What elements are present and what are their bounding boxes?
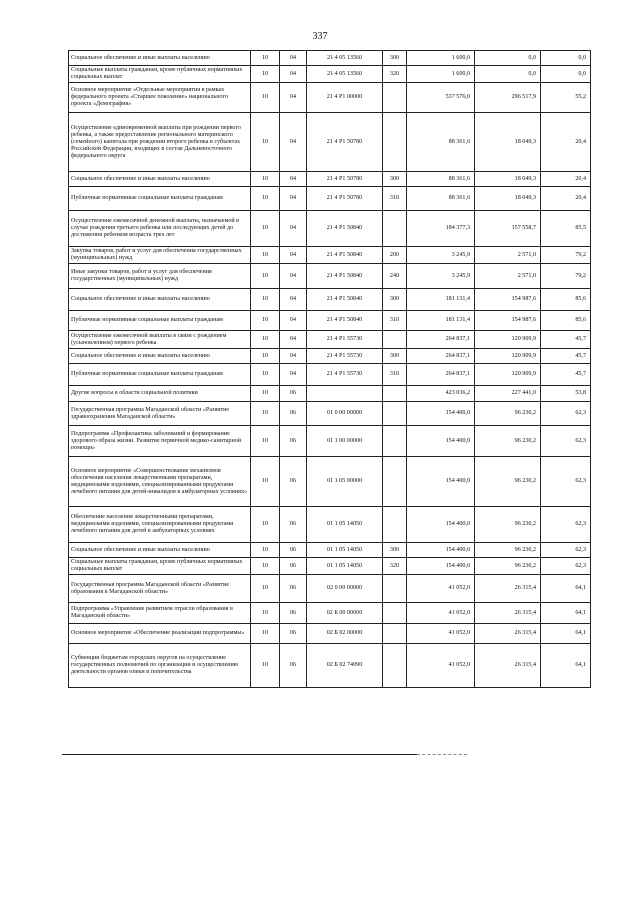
row-target-code: 21 4 P1 55730 (307, 331, 383, 349)
row-name: Социальное обеспечение и иные выплаты населению (69, 172, 251, 187)
row-section: 10 (251, 83, 280, 113)
table-row (69, 172, 591, 187)
row-plan-amount: 154 400,0 (407, 558, 475, 575)
row-plan-amount: 41 052,0 (407, 575, 475, 603)
row-subsection: 06 (280, 457, 307, 507)
row-actual-amount: 0,0 (475, 51, 541, 66)
row-subsection: 04 (280, 331, 307, 349)
row-expense-type (383, 426, 407, 457)
row-section: 10 (251, 386, 280, 402)
row-target-code: 01 0 00 00000 (307, 402, 383, 426)
row-plan-amount: 88 361,6 (407, 172, 475, 187)
row-section: 10 (251, 113, 280, 172)
row-section: 10 (251, 187, 280, 211)
row-section: 10 (251, 51, 280, 66)
row-actual-amount: 26 315,4 (475, 644, 541, 688)
row-name: Другие вопросы в области социальной политики (69, 386, 251, 402)
row-percent: 85,5 (541, 211, 591, 247)
row-name: Основное мероприятие «Отдельные мероприятия в рамках федерального проекта «Старшее поколение» национального проекта «Демография» (69, 83, 251, 113)
row-expense-type: 200 (383, 247, 407, 264)
row-plan-amount: 181 131,4 (407, 289, 475, 311)
table-row (69, 426, 591, 457)
row-actual-amount: 2 571,0 (475, 247, 541, 264)
row-plan-amount: 154 400,0 (407, 426, 475, 457)
row-expense-type: 300 (383, 349, 407, 364)
row-name: Государственная программа Магаданской области «Развитие здравоохранения Магаданской области» (69, 402, 251, 426)
row-plan-amount: 3 245,9 (407, 247, 475, 264)
row-subsection: 06 (280, 644, 307, 688)
table-row (69, 364, 591, 386)
row-actual-amount: 120 909,9 (475, 349, 541, 364)
row-percent: 79,2 (541, 264, 591, 289)
row-name: Основное мероприятие «Обеспечение реализации подпрограммы» (69, 624, 251, 644)
row-plan-amount: 154 400,0 (407, 457, 475, 507)
row-target-code (307, 386, 383, 402)
row-percent: 45,7 (541, 349, 591, 364)
row-section: 10 (251, 624, 280, 644)
row-expense-type (383, 386, 407, 402)
footer-rule (62, 754, 417, 755)
row-section: 10 (251, 457, 280, 507)
footer-rule-faint (417, 754, 467, 755)
row-section: 10 (251, 402, 280, 426)
row-expense-type (383, 507, 407, 543)
row-percent: 62,3 (541, 426, 591, 457)
row-target-code: 21 4 05 13560 (307, 66, 383, 83)
page-number: 337 (312, 31, 328, 42)
row-plan-amount: 41 052,0 (407, 644, 475, 688)
table-row (69, 247, 591, 264)
row-expense-type (383, 331, 407, 349)
row-subsection: 04 (280, 349, 307, 364)
row-subsection: 06 (280, 426, 307, 457)
row-target-code: 21 4 P1 50840 (307, 247, 383, 264)
row-section: 10 (251, 311, 280, 331)
row-section: 10 (251, 543, 280, 558)
row-actual-amount: 2 571,0 (475, 264, 541, 289)
row-name: Осуществление единовременной выплаты при рождении первого ребенка, а также предоставление регионального материнского (семейного) капитала при рождении второго ребенка в субъектах Российской Федерации, входящих в состав Дальневосточного федерального округа (69, 113, 251, 172)
row-percent: 62,3 (541, 457, 591, 507)
row-plan-amount: 423 036,2 (407, 386, 475, 402)
row-expense-type (383, 113, 407, 172)
row-actual-amount: 96 230,2 (475, 457, 541, 507)
row-target-code: 21 4 P1 00000 (307, 83, 383, 113)
row-actual-amount: 227 441,0 (475, 386, 541, 402)
row-subsection: 06 (280, 624, 307, 644)
row-target-code: 21 4 P1 50780 (307, 113, 383, 172)
row-target-code: 01 1 05 14050 (307, 558, 383, 575)
table-row (69, 187, 591, 211)
row-expense-type: 300 (383, 543, 407, 558)
row-expense-type: 300 (383, 172, 407, 187)
row-name: Субвенции бюджетам городских округов на осуществление государственных полномочий по организации и осуществлению деятельности органов опеки и попечительства (69, 644, 251, 688)
row-expense-type: 240 (383, 264, 407, 289)
row-name: Публичные нормативные социальные выплаты гражданам (69, 311, 251, 331)
row-subsection: 04 (280, 51, 307, 66)
row-subsection: 04 (280, 83, 307, 113)
table-row (69, 51, 591, 66)
row-name: Социальное обеспечение и иные выплаты населению (69, 51, 251, 66)
row-name: Основное мероприятие «Совершенствование механизмов обеспечения населения лекарственными препаратами, медицинскими изделиями, специализированными продуктами лечебного питания для детей-инвалидов в амбулаторных условиях» (69, 457, 251, 507)
row-actual-amount: 26 315,4 (475, 624, 541, 644)
row-plan-amount: 41 052,0 (407, 603, 475, 624)
row-name: Подпрограмма «Управление развитием отрасли образования в Магаданской области» (69, 603, 251, 624)
row-name: Осуществление ежемесячной выплаты в связи с рождением (усыновлением) первого ребенка (69, 331, 251, 349)
row-actual-amount: 96 230,2 (475, 543, 541, 558)
row-percent: 62,3 (541, 507, 591, 543)
row-actual-amount: 120 909,9 (475, 364, 541, 386)
row-name: Осуществление ежемесячной денежной выплаты, назначаемой в случае рождения третьего ребенка или последующих детей до достижения ребенком возраста трех лет (69, 211, 251, 247)
row-subsection: 04 (280, 66, 307, 83)
row-expense-type (383, 457, 407, 507)
table-row (69, 624, 591, 644)
row-target-code: 02 Б 02 00000 (307, 624, 383, 644)
row-expense-type (383, 211, 407, 247)
row-expense-type: 300 (383, 289, 407, 311)
table-row (69, 603, 591, 624)
row-actual-amount: 18 049,3 (475, 113, 541, 172)
row-subsection: 04 (280, 364, 307, 386)
row-target-code: 01 1 00 00000 (307, 426, 383, 457)
row-expense-type: 310 (383, 187, 407, 211)
table-row (69, 311, 591, 331)
row-target-code: 21 4 P1 50840 (307, 264, 383, 289)
row-percent: 45,7 (541, 364, 591, 386)
table-row (69, 113, 591, 172)
row-section: 10 (251, 331, 280, 349)
row-percent: 64,1 (541, 575, 591, 603)
table-row (69, 264, 591, 289)
row-actual-amount: 26 315,4 (475, 575, 541, 603)
row-actual-amount: 157 558,7 (475, 211, 541, 247)
row-subsection: 04 (280, 113, 307, 172)
row-target-code: 21 4 P1 50840 (307, 211, 383, 247)
row-subsection: 04 (280, 311, 307, 331)
row-actual-amount: 96 230,2 (475, 558, 541, 575)
row-plan-amount: 184 377,3 (407, 211, 475, 247)
row-section: 10 (251, 364, 280, 386)
row-name: Социальные выплаты гражданам, кроме публичных нормативных социальных выплат (69, 558, 251, 575)
row-target-code: 02 Б 00 00000 (307, 603, 383, 624)
row-plan-amount: 181 131,4 (407, 311, 475, 331)
row-expense-type (383, 644, 407, 688)
table-row (69, 386, 591, 402)
row-section: 10 (251, 247, 280, 264)
row-percent: 64,1 (541, 624, 591, 644)
row-target-code: 21 4 05 13560 (307, 51, 383, 66)
row-target-code: 21 4 P1 50840 (307, 289, 383, 311)
row-name: Социальное обеспечение и иные выплаты населению (69, 349, 251, 364)
row-expense-type (383, 575, 407, 603)
row-percent: 79,2 (541, 247, 591, 264)
row-target-code: 21 4 P1 50840 (307, 311, 383, 331)
row-actual-amount: 96 230,2 (475, 426, 541, 457)
table-row (69, 289, 591, 311)
table-row (69, 331, 591, 349)
row-percent: 20,4 (541, 172, 591, 187)
row-actual-amount: 26 315,4 (475, 603, 541, 624)
table-row (69, 211, 591, 247)
row-plan-amount: 88 361,6 (407, 113, 475, 172)
row-subsection: 06 (280, 402, 307, 426)
row-plan-amount: 3 245,9 (407, 264, 475, 289)
row-subsection: 06 (280, 386, 307, 402)
row-actual-amount: 96 230,2 (475, 507, 541, 543)
row-expense-type (383, 402, 407, 426)
row-percent: 45,7 (541, 331, 591, 349)
row-name: Социальное обеспечение и иные выплаты населению (69, 543, 251, 558)
row-name: Социальное обеспечение и иные выплаты населению (69, 289, 251, 311)
row-actual-amount: 18 049,3 (475, 172, 541, 187)
row-percent: 85,6 (541, 289, 591, 311)
row-actual-amount: 96 230,2 (475, 402, 541, 426)
row-section: 10 (251, 644, 280, 688)
row-percent: 0,0 (541, 66, 591, 83)
row-percent: 64,1 (541, 644, 591, 688)
row-target-code: 01 1 05 14050 (307, 507, 383, 543)
row-expense-type: 320 (383, 66, 407, 83)
row-target-code: 02 Б 02 74090 (307, 644, 383, 688)
row-section: 10 (251, 349, 280, 364)
row-target-code: 21 4 P1 55730 (307, 349, 383, 364)
row-name: Подпрограмма «Профилактика заболеваний и формирование здорового образа жизни. Развитие первичной медико-санитарной помощи» (69, 426, 251, 457)
row-subsection: 04 (280, 211, 307, 247)
row-percent: 85,6 (541, 311, 591, 331)
row-percent: 53,8 (541, 386, 591, 402)
row-plan-amount: 154 400,0 (407, 402, 475, 426)
row-plan-amount: 1 600,0 (407, 51, 475, 66)
table-row (69, 66, 591, 83)
row-section: 10 (251, 426, 280, 457)
row-section: 10 (251, 211, 280, 247)
row-plan-amount: 264 837,1 (407, 331, 475, 349)
table-body (69, 51, 591, 688)
row-expense-type: 300 (383, 51, 407, 66)
row-percent: 0,0 (541, 51, 591, 66)
row-name: Обеспечение населения лекарственными препаратами, медицинскими изделиями, специализированными продуктами лечебного питания для детей в амбулаторных условиях (69, 507, 251, 543)
row-plan-amount: 264 837,1 (407, 364, 475, 386)
row-plan-amount: 88 361,6 (407, 187, 475, 211)
table-row (69, 543, 591, 558)
table-row (69, 644, 591, 688)
row-target-code: 21 4 P1 55730 (307, 364, 383, 386)
row-percent: 64,1 (541, 603, 591, 624)
row-name: Государственная программа Магаданской области «Развитие образования в Магаданской области» (69, 575, 251, 603)
row-percent: 62,3 (541, 558, 591, 575)
table-row (69, 575, 591, 603)
row-subsection: 04 (280, 172, 307, 187)
row-percent: 20,4 (541, 187, 591, 211)
row-section: 10 (251, 558, 280, 575)
row-expense-type: 310 (383, 311, 407, 331)
row-name: Социальные выплаты гражданам, кроме публичных нормативных социальных выплат (69, 66, 251, 83)
row-actual-amount: 18 049,3 (475, 187, 541, 211)
row-subsection: 06 (280, 575, 307, 603)
row-expense-type (383, 624, 407, 644)
row-plan-amount: 41 052,0 (407, 624, 475, 644)
row-name: Публичные нормативные социальные выплаты гражданам (69, 187, 251, 211)
table-row (69, 402, 591, 426)
row-target-code: 21 4 P1 50780 (307, 187, 383, 211)
row-subsection: 04 (280, 264, 307, 289)
row-actual-amount: 296 517,9 (475, 83, 541, 113)
row-actual-amount: 154 987,6 (475, 311, 541, 331)
row-percent: 62,3 (541, 402, 591, 426)
row-expense-type (383, 603, 407, 624)
row-section: 10 (251, 289, 280, 311)
row-target-code: 21 4 P1 50780 (307, 172, 383, 187)
table-row (69, 83, 591, 113)
row-target-code: 01 1 05 14050 (307, 543, 383, 558)
row-subsection: 06 (280, 558, 307, 575)
row-subsection: 04 (280, 187, 307, 211)
row-actual-amount: 154 987,6 (475, 289, 541, 311)
row-section: 10 (251, 603, 280, 624)
table-row (69, 558, 591, 575)
row-subsection: 04 (280, 289, 307, 311)
row-percent: 55,2 (541, 83, 591, 113)
row-section: 10 (251, 264, 280, 289)
row-plan-amount: 154 400,0 (407, 543, 475, 558)
row-percent: 62,3 (541, 543, 591, 558)
row-plan-amount: 154 400,0 (407, 507, 475, 543)
row-section: 10 (251, 575, 280, 603)
budget-table (68, 50, 591, 688)
row-subsection: 04 (280, 247, 307, 264)
row-subsection: 06 (280, 543, 307, 558)
row-target-code: 01 1 05 00000 (307, 457, 383, 507)
row-expense-type: 310 (383, 364, 407, 386)
row-section: 10 (251, 66, 280, 83)
row-name: Публичные нормативные социальные выплаты гражданам (69, 364, 251, 386)
row-percent: 20,4 (541, 113, 591, 172)
row-target-code: 02 0 00 00000 (307, 575, 383, 603)
row-section: 10 (251, 507, 280, 543)
table-row (69, 349, 591, 364)
row-name: Закупка товаров, работ и услуг для обеспечения государственных (муниципальных) нужд (69, 247, 251, 264)
row-expense-type (383, 83, 407, 113)
row-plan-amount: 537 576,0 (407, 83, 475, 113)
row-expense-type: 320 (383, 558, 407, 575)
row-plan-amount: 264 837,1 (407, 349, 475, 364)
row-name: Иные закупки товаров, работ и услуг для обеспечения государственных (муниципальных) нужд (69, 264, 251, 289)
row-actual-amount: 0,0 (475, 66, 541, 83)
table-row (69, 507, 591, 543)
row-actual-amount: 120 909,9 (475, 331, 541, 349)
row-subsection: 06 (280, 507, 307, 543)
row-section: 10 (251, 172, 280, 187)
row-plan-amount: 1 600,0 (407, 66, 475, 83)
table-row (69, 457, 591, 507)
row-subsection: 06 (280, 603, 307, 624)
